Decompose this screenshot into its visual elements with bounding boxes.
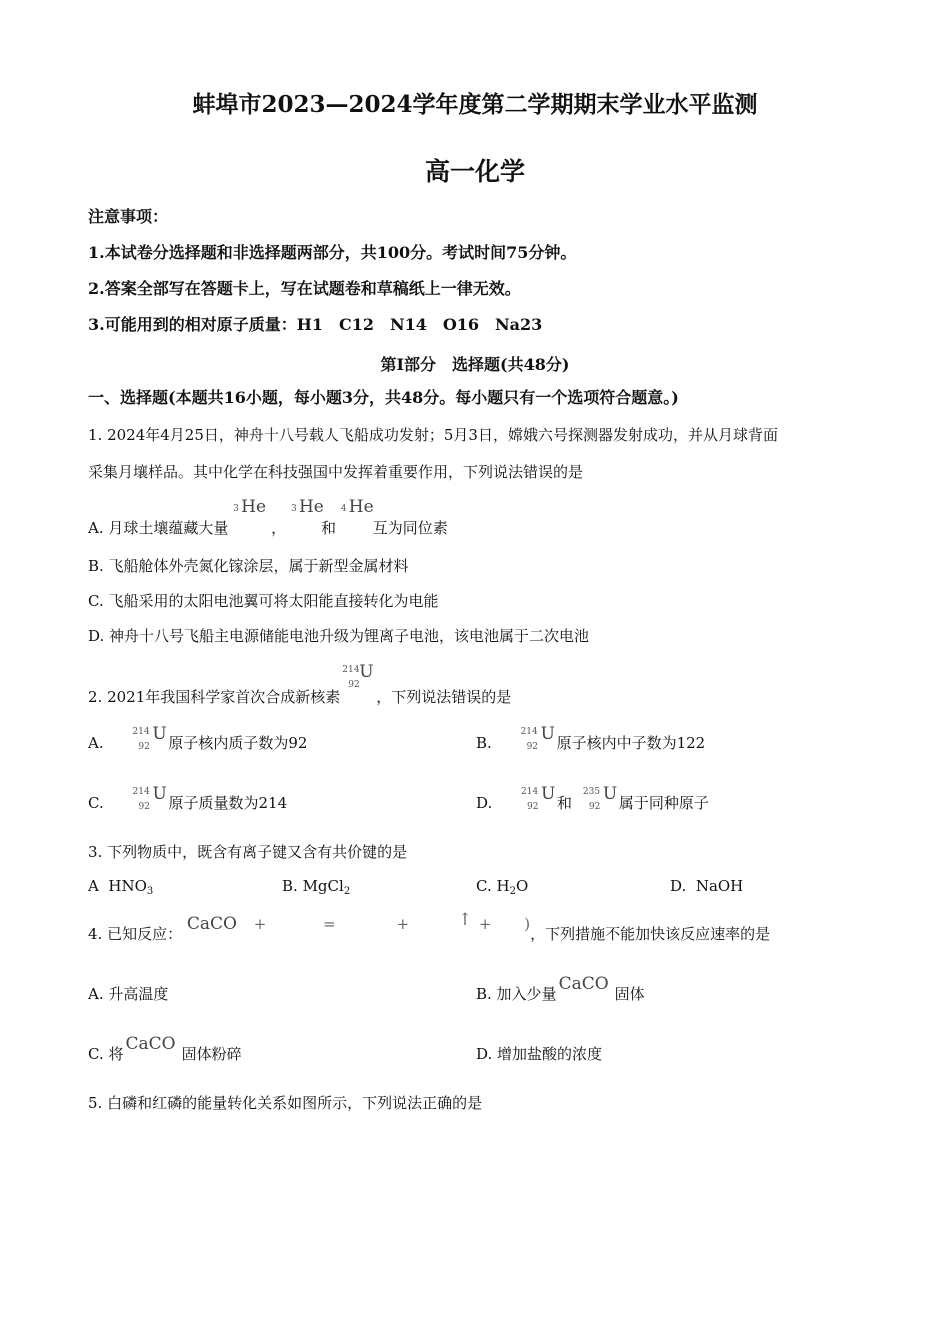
q2-option-a: A. 214 92 U 原子核内质子数为92 [88, 724, 308, 752]
q4-stem: 4. 已知反应： CaCO + = + ↑ + )，下列措施不能加快该反应速率的是 [88, 910, 771, 943]
u235-nuclide: 235 92 U [582, 784, 618, 812]
section-heading: 一、选择题(本题共16小题，每小题3分，共48分。每小题只有一个选项符合题意。) [88, 388, 679, 407]
q2-option-d: D. 214 92 U 和 235 92 U 属于同种原子 [476, 784, 709, 812]
u214-nuclide: 214 92 U [132, 724, 167, 752]
q4-option-c: C. 将 CaCO 固体粉碎 [88, 1034, 242, 1063]
u214-nuclide: 214 92 U [132, 784, 167, 812]
q3-option-c: C. $H_2O$ [476, 877, 529, 897]
q2-stem: 2. 2021年我国科学家首次合成新核素 214 92 U ，下列说法错误的是 [88, 662, 512, 706]
q1-stem-line1: 1. 2024年4月25日，神舟十八号载人飞船成功发射；5月3日，嫦娥六号探测器发射成功，并从月球背面 [88, 426, 778, 444]
u214-nuclide: 214 92 U [521, 784, 556, 812]
q3-option-a: A $HNO_3$ [88, 877, 154, 897]
q4-option-b: B. 加入少量 CaCO 固体 [476, 974, 645, 1003]
he4-nuclide: 4 He [340, 497, 374, 517]
q1-option-c: C. 飞船采用的太阳电池翼可将太阳能直接转化为电能 [88, 592, 439, 610]
q3-stem: 3. 下列物质中，既含有离子键又含有共价键的是 [88, 843, 408, 861]
caco3-formula: CaCO [125, 1034, 176, 1054]
caco3-formula: CaCO [186, 914, 237, 934]
q1-option-b: B. 飞船舱体外壳氮化镓涂层，属于新型金属材料 [88, 557, 409, 575]
q1-option-d: D. 神舟十八号飞船主电源储能电池升级为锂离子电池，该电池属于二次电池 [88, 627, 590, 645]
part1-heading: 第I部分 选择题(共48分) [380, 355, 570, 374]
notice-item-1: 1.本试卷分选择题和非选择题两部分，共100分。考试时间75分钟。 [88, 243, 577, 262]
q4-option-a: A. 升高温度 [88, 985, 169, 1003]
exam-subject: 高一化学 [424, 157, 525, 186]
q3-option-b: B. MgCl$_2$ [282, 877, 351, 897]
notice-item-3: 3.可能用到的相对原子质量：H1 C12 N14 O16 Na23 [88, 315, 543, 334]
he3-nuclide: 3 He [233, 497, 267, 517]
q5-stem: 5. 白磷和红磷的能量转化关系如图所示，下列说法正确的是 [88, 1094, 483, 1112]
exam-title: 蚌埠市2023—2024学年度第二学期期末学业水平监测 [192, 91, 758, 118]
u214-nuclide: 214 92 U [520, 724, 555, 752]
q4-option-d: D. 增加盐酸的浓度 [476, 1045, 603, 1063]
notice-item-2: 2.答案全部写在答题卡上，写在试题卷和草稿纸上一律无效。 [88, 279, 521, 298]
q3-option-d: D. NaOH [670, 877, 744, 895]
notice-heading: 注意事项： [88, 207, 169, 226]
q1-option-a: A. 月球土壤蕴藏大量 3 He ， 3 He 和 4 He 互为同位素 [88, 497, 448, 537]
he3-nuclide-2: 3 He [290, 497, 324, 517]
q2-option-b: B. 214 92 U 原子核内中子数为122 [476, 724, 706, 752]
gas-arrow: ↑ [457, 910, 473, 930]
caco3-formula: CaCO [558, 974, 609, 994]
u214-nuclide: 214 92 U [342, 662, 374, 690]
q2-option-c: C. 214 92 U 原子质量数为214 [88, 784, 288, 812]
q1-stem-line2: 采集月壤样品。其中化学在科技强国中发挥着重要作用，下列说法错误的是 [88, 463, 584, 481]
